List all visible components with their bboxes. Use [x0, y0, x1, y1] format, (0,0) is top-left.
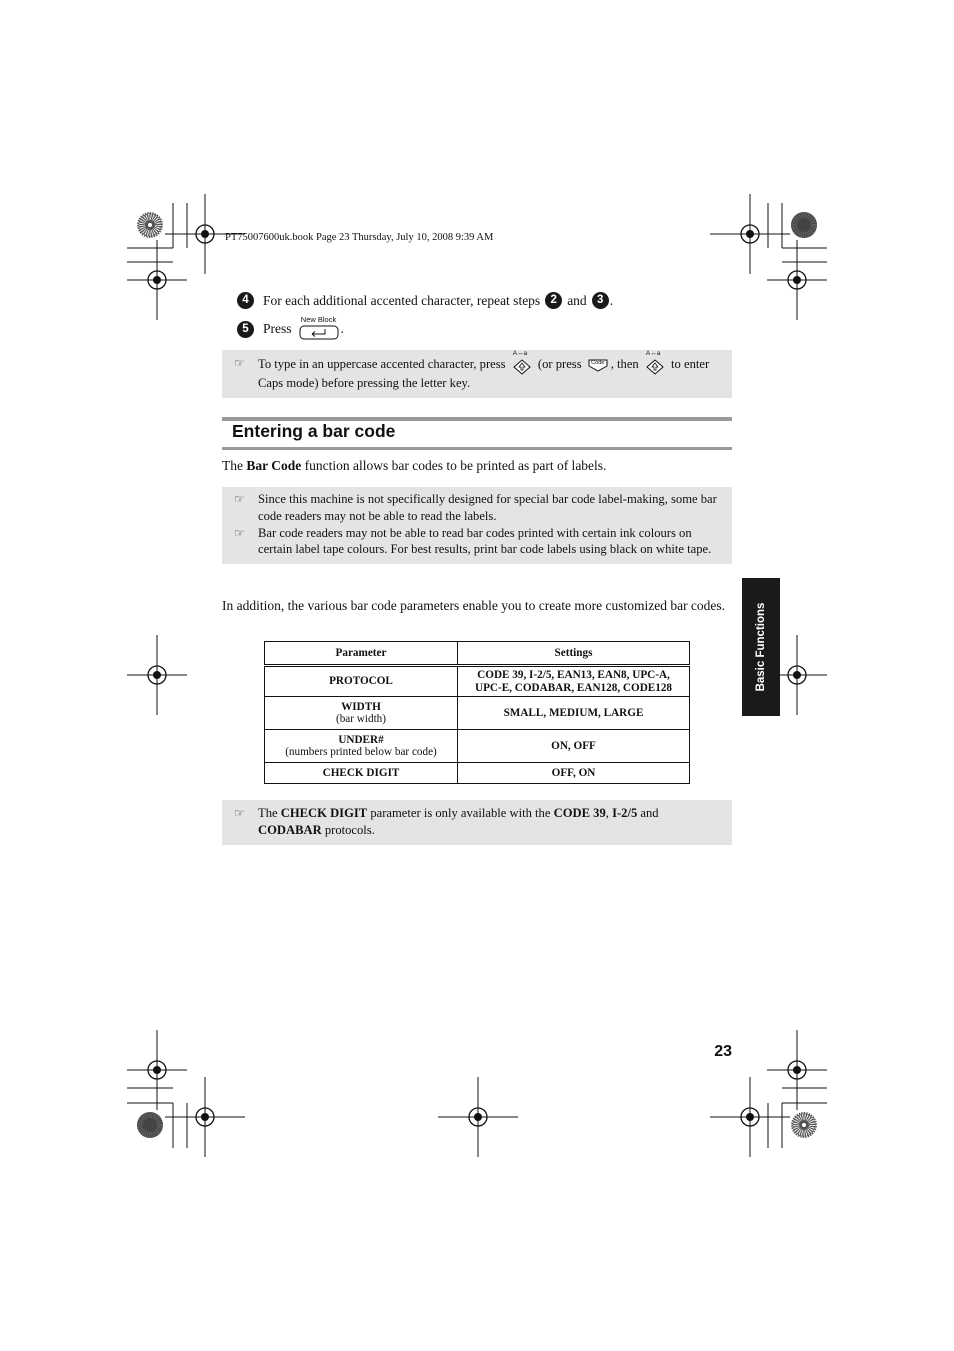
key-caption: Code [591, 360, 605, 366]
key-caption: New Block [300, 315, 337, 324]
note-text [258, 350, 722, 392]
note-text-part: parameter is only available with the [370, 806, 551, 820]
registration-mark-icon [127, 240, 187, 320]
settings-cell [458, 730, 690, 763]
note-text-part: , [605, 806, 609, 820]
intro-text: The [222, 458, 243, 473]
settings-cell [458, 763, 690, 784]
shift-arrow-icon [511, 358, 533, 376]
settings-value: SMALL, MEDIUM, LARGE [503, 706, 644, 719]
step-ref-badge: 2 [545, 292, 562, 309]
note-item [234, 491, 722, 525]
table-row [265, 666, 690, 697]
pointing-hand-icon: ☞ [234, 356, 245, 370]
intro-text: function allows bar codes to be printed as part of labels. [304, 458, 607, 473]
settings-value: OFF, ON [551, 766, 596, 779]
step-conjunction: and [567, 292, 587, 308]
section-rule-bottom [222, 447, 732, 450]
note-text-part: , then [610, 356, 639, 371]
note-box [222, 800, 732, 845]
note-bold-term: CHECK DIGIT [280, 806, 368, 820]
intro-paragraph [222, 457, 732, 476]
table-row [265, 763, 690, 784]
settings-value: UPC-E, CODABAR, EAN128, CODE128 [474, 681, 673, 694]
parameter-description: (bar width) [335, 713, 387, 725]
barcode-parameter-table [264, 641, 690, 784]
step-text: For each additional accented character, repeat steps [263, 292, 541, 308]
note-text-part: (or press [537, 356, 582, 371]
parameter-cell [265, 697, 458, 730]
table-row [265, 730, 690, 763]
step-end: . [609, 292, 614, 308]
new-block-key [299, 317, 339, 341]
registration-mark-icon [767, 240, 827, 320]
parameter-name: UNDER# [338, 733, 384, 746]
code-key [587, 357, 609, 373]
chapter-side-tab-label: Basic Functions [755, 602, 767, 692]
parameter-name: CHECK DIGIT [322, 766, 400, 779]
key-caption: A↔a [512, 350, 528, 357]
page-number: 23 [714, 1043, 732, 1060]
step-number-badge: 4 [237, 292, 254, 309]
step-5 [237, 317, 344, 341]
step-number-badge: 5 [237, 321, 254, 338]
parameter-cell [265, 666, 458, 697]
shift-arrow-icon [644, 358, 666, 376]
return-arrow-icon [299, 325, 339, 341]
note-text-part: The [258, 806, 278, 820]
color-rosette-icon [790, 1111, 818, 1139]
color-rosette-icon [790, 211, 818, 239]
table-row [265, 697, 690, 730]
parameters-paragraph: In addition, the various bar code parameters enable you to create more customized bar codes. [222, 598, 726, 613]
key-caption: A↔a [645, 350, 661, 357]
registration-mark-icon [165, 1077, 245, 1157]
color-rosette-icon [136, 211, 164, 239]
book-header: PT75007600uk.book Page 23 Thursday, July 10, 2008 9:39 AM [225, 232, 494, 243]
note-bold-term: CODE 39 [553, 806, 606, 820]
note-box [222, 487, 732, 564]
registration-mark-icon [438, 1077, 518, 1157]
settings-value: ON, OFF [551, 739, 596, 752]
note-text-part: To type in an uppercase accented character, press [258, 356, 506, 371]
step-end: . [340, 321, 344, 336]
step-ref-badge: 3 [592, 292, 609, 309]
note-text-part: to enter Caps mode) before pressing the letter key. [258, 356, 710, 390]
color-rosette-icon [136, 1111, 164, 1139]
note-text-part: and [640, 806, 659, 820]
note-bold-term: CODABAR [258, 822, 322, 837]
note-bold-term: I-2/5 [612, 806, 638, 820]
parameter-name: WIDTH [341, 700, 381, 713]
step-text: Press [263, 321, 292, 336]
column-header-settings: Settings [458, 642, 690, 666]
pointing-hand-icon: ☞ [234, 525, 245, 540]
note-text: Since this machine is not specifically designed for special bar code label-making, some bar code readers may not be able to read the labels. [258, 492, 717, 523]
chapter-side-tab [742, 578, 780, 716]
intro-bold-term: Bar Code [246, 458, 302, 473]
pointing-hand-icon: ☞ [234, 492, 245, 506]
parameter-cell [265, 763, 458, 784]
parameter-name: PROTOCOL [329, 675, 393, 688]
shift-key [644, 350, 666, 375]
section-title: Entering a bar code [232, 421, 396, 441]
registration-mark-icon [710, 1077, 790, 1157]
settings-cell [458, 697, 690, 730]
note-text [258, 805, 722, 839]
note-text: Bar code readers may not be able to read bar codes printed with certain ink colours on certain label tape colours. For best results, print bar code labels using black on white tape. [258, 525, 712, 557]
settings-value: CODE 39, I-2/5, EAN13, EAN8, UPC-A, [477, 669, 670, 681]
column-header-parameter: Parameter [265, 642, 458, 666]
parameter-cell [265, 730, 458, 763]
shift-key [511, 350, 533, 375]
parameter-description: (numbers printed below bar code) [285, 746, 437, 758]
settings-cell [458, 666, 690, 697]
registration-mark-icon [127, 635, 187, 715]
step-4 [237, 292, 613, 309]
note-item [234, 525, 722, 559]
note-text-part: protocols. [324, 822, 375, 837]
table-header-row [265, 642, 690, 666]
pointing-hand-icon: ☞ [234, 806, 245, 820]
note-box [222, 350, 732, 398]
